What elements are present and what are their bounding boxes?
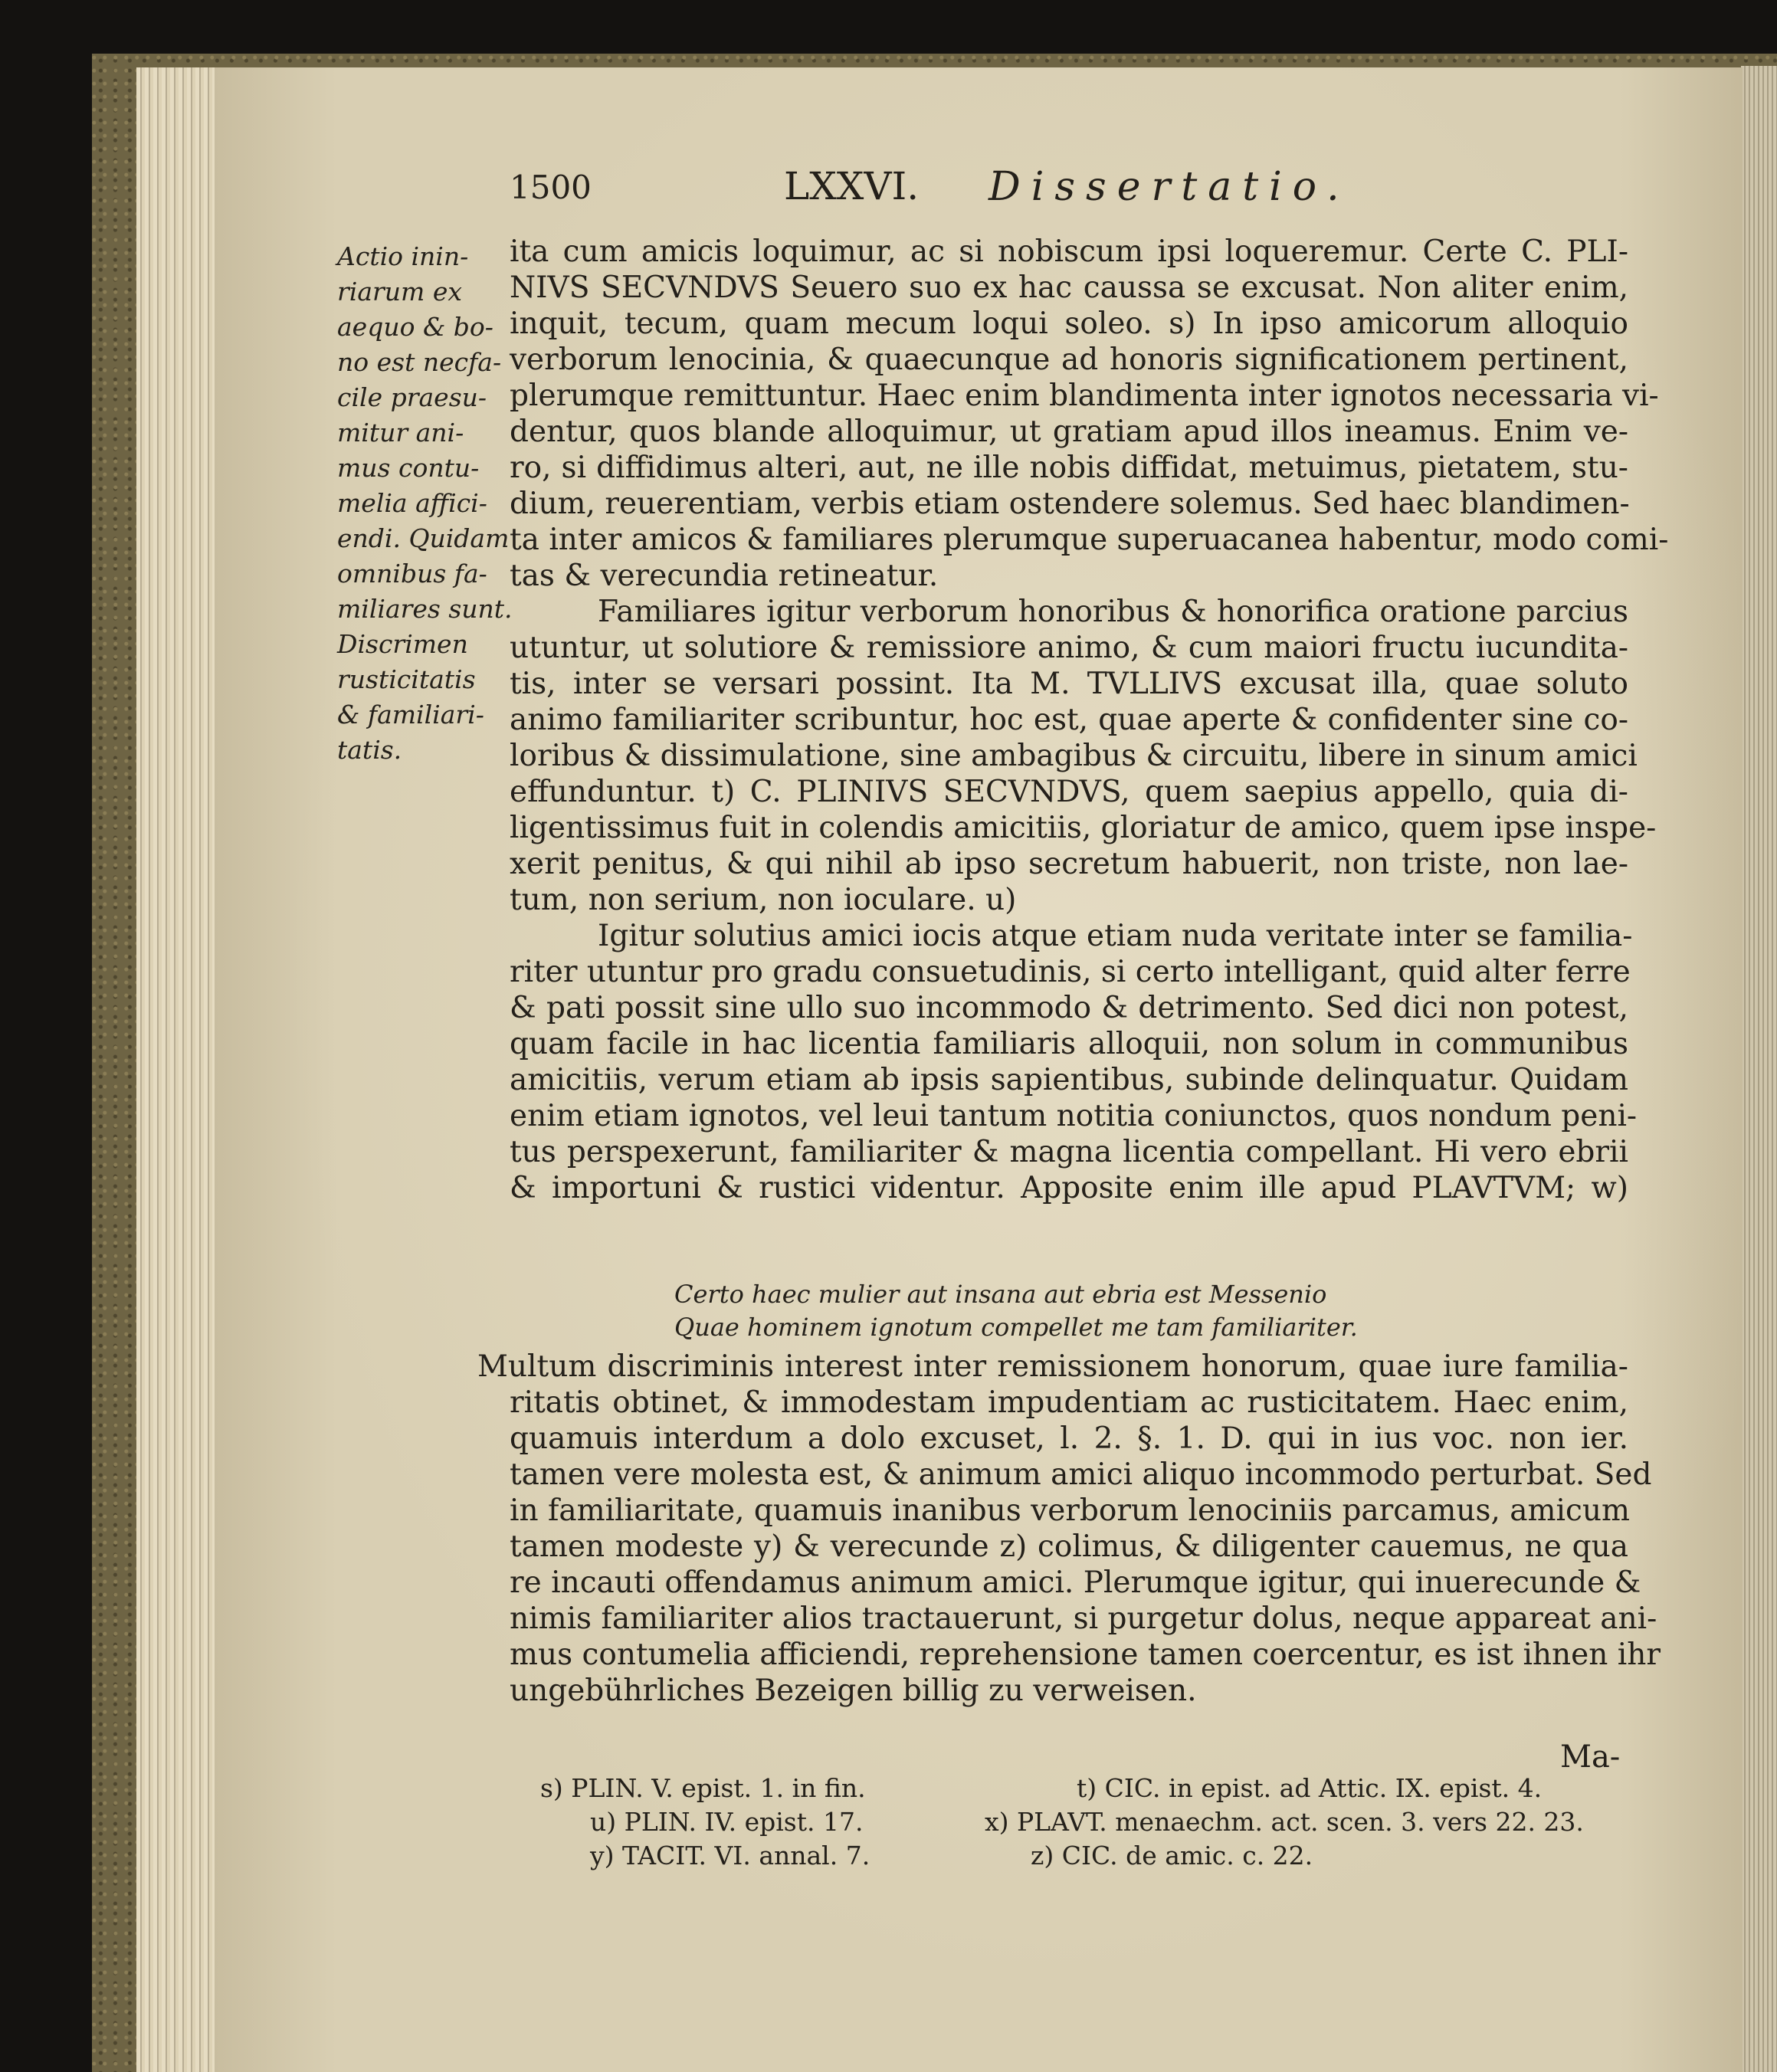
text-line: tis, inter se versari possint. Ita M. TVLLIVS excusat illa, quae soluto: [510, 667, 1628, 701]
text-line: mus contumelia afficiendi, reprehensione tamen coercentur, es ist ihnen ihr: [510, 1638, 1661, 1672]
page-edges-left: [136, 67, 216, 2072]
footnote: u) PLIN. IV. epist. 17.: [590, 1807, 864, 1837]
text-line: plerumque remittuntur. Haec enim blandimenta inter ignotos necessaria vi-: [510, 379, 1659, 413]
footnote-row: [540, 1772, 1628, 1805]
margin-note-line: & familiari-: [337, 700, 484, 729]
margin-note-line: tatis.: [337, 735, 402, 765]
footnotes: [540, 1772, 1628, 1873]
page-edges-right: [1741, 66, 1777, 2072]
text-line: amicitiis, verum etiam ab ipsis sapientibus, subinde delinquatur. Quidam: [510, 1063, 1628, 1097]
text-line: dium, reuerentiam, verbis etiam ostendere solemus. Sed haec blandimen-: [510, 487, 1630, 521]
margin-note-line: miliares sunt.: [337, 594, 513, 624]
text-line: tus perspexerunt, familiariter & magna licentia compellant. Hi vero ebrii: [510, 1135, 1628, 1169]
text-line: Igitur solutius amici iocis atque etiam nuda veritate inter se familia-: [598, 919, 1633, 953]
text-line: inquit, tecum, quam mecum loqui soleo. s) In ipso amicorum alloquio: [510, 307, 1628, 341]
main-text-continued: [477, 1349, 1661, 1709]
text-line: nimis familiariter alios tractauerunt, si purgetur dolus, neque appareat ani-: [510, 1602, 1657, 1636]
footnote: x) PLAVT. menaechm. act. scen. 3. vers 22. 23.: [985, 1807, 1584, 1837]
text-line: animo familiariter scribuntur, hoc est, quae aperte & confidenter sine co-: [510, 703, 1628, 737]
footnote-row: [540, 1839, 1628, 1873]
footnote-row: [540, 1805, 1628, 1839]
text-line: tum, non serium, non ioculare. u): [510, 883, 1017, 917]
margin-note-line: mus contu-: [337, 453, 480, 483]
text-line: re incauti offendamus animum amici. Plerumque igitur, qui inuerecunde &: [510, 1565, 1641, 1600]
text-line: xerit penitus, & qui nihil ab ipso secretum habuerit, non triste, non lae-: [510, 847, 1628, 881]
text-line: & pati possit sine ullo suo incommodo & detrimento. Sed dici non potest,: [510, 991, 1628, 1025]
running-title: Dissertatio.: [988, 164, 1350, 210]
text-line: tas & verecundia retineatur.: [510, 559, 939, 593]
text-line: & importuni & rustici videntur. Apposite enim ille apud PLAVTVM; w): [510, 1171, 1628, 1205]
quote-line: Quae hominem ignotum compellet me tam familiariter.: [674, 1313, 1358, 1342]
verse-quote: [674, 1278, 1594, 1344]
text-line: ritatis obtinet, & immodestam impudentiam ac rusticitatem. Haec enim,: [510, 1385, 1628, 1420]
margin-note-line: aequo & bo-: [337, 312, 493, 342]
page-number: 1500: [510, 169, 592, 206]
text-line: loribus & dissimulatione, sine ambagibus & circuitu, libere in sinum amici: [510, 739, 1638, 773]
margin-note-line: endi. Quidam: [337, 523, 510, 553]
text-line: riter utuntur pro gradu consuetudinis, si certo intelligant, quid alter ferre: [510, 955, 1631, 989]
text-line: dentur, quos blande alloquimur, ut gratiam apud illos ineamus. Enim ve-: [510, 415, 1628, 449]
text-line: effunduntur. t) C. PLINIVS SECVNDVS, quem saepius appello, quia di-: [510, 775, 1628, 809]
margin-note-line: omnibus fa-: [337, 559, 487, 588]
margin-note-line: mitur ani-: [337, 418, 464, 448]
text-line: tamen vere molesta est, & animum amici aliquo incommodo perturbat. Sed: [510, 1457, 1652, 1492]
text-line: NIVS SECVNDVS Seuero suo ex hac caussa se excusat. Non aliter enim,: [510, 270, 1628, 305]
margin-note-line: melia affici-: [337, 488, 487, 518]
text-line: in familiaritate, quamuis inanibus verborum lenociniis parcamus, amicum: [510, 1493, 1630, 1528]
text-line: ligentissimus fuit in colendis amicitiis, gloriatur de amico, quem ipse inspe-: [510, 811, 1657, 845]
section-numeral: LXXVI.: [784, 164, 920, 208]
text-line: Familiares igitur verborum honoribus & honorifica oratione parcius: [598, 595, 1628, 629]
margin-note-line: cile praesu-: [337, 382, 487, 412]
footnote: t) CIC. in epist. ad Attic. IX. epist. 4.: [1077, 1773, 1543, 1803]
footnote: z) CIC. de amic. c. 22.: [1031, 1841, 1313, 1870]
margin-note-line: rusticitatis: [337, 664, 476, 694]
text-line: ro, si diffidimus alteri, aut, ne ille nobis diffidat, metuimus, pietatem, stu-: [510, 451, 1628, 485]
margin-note-line: riarum ex: [337, 277, 462, 307]
text-line: Multum discriminis interest inter remissionem honorum, quae iure familia-: [477, 1349, 1628, 1384]
footnote: y) TACIT. VI. annal. 7.: [590, 1841, 870, 1870]
text-line: ita cum amicis loquimur, ac si nobiscum ipsi loqueremur. Certe C. PLI-: [510, 234, 1628, 269]
text-line: quam facile in hac licentia familiaris alloquii, non solum in communibus: [510, 1027, 1628, 1061]
text-line: verborum lenocinia, & quaecunque ad honoris significationem pertinent,: [510, 343, 1628, 377]
footnote: s) PLIN. V. epist. 1. in fin.: [540, 1773, 866, 1803]
text-line: quamuis interdum a dolo excuset, l. 2. §. 1. D. qui in ius voc. non ier.: [510, 1421, 1628, 1456]
page-header: [510, 161, 1383, 215]
margin-note: [337, 239, 512, 768]
quote-line: Certo haec mulier aut insana aut ebria est Messenio: [674, 1280, 1327, 1309]
margin-note-line: no est necfa-: [337, 347, 502, 377]
text-line: tamen modeste y) & verecunde z) colimus, & diligenter cauemus, ne qua: [510, 1529, 1628, 1564]
text-line: utuntur, ut solutiore & remissiore animo, & cum maiori fructu iucundita-: [510, 631, 1628, 665]
text-line: enim etiam ignotos, vel leui tantum notitia coniunctos, quos nondum peni-: [510, 1099, 1638, 1133]
main-text: [510, 234, 1669, 1206]
text-line: ta inter amicos & familiares plerumque superuacanea habentur, modo comi-: [510, 523, 1669, 557]
margin-note-line: Actio inin-: [337, 241, 469, 271]
catchword: Ma-: [1560, 1739, 1621, 1775]
text-line: ungebührliches Bezeigen billig zu verweisen.: [510, 1674, 1197, 1708]
margin-note-line: Discrimen: [337, 629, 468, 659]
